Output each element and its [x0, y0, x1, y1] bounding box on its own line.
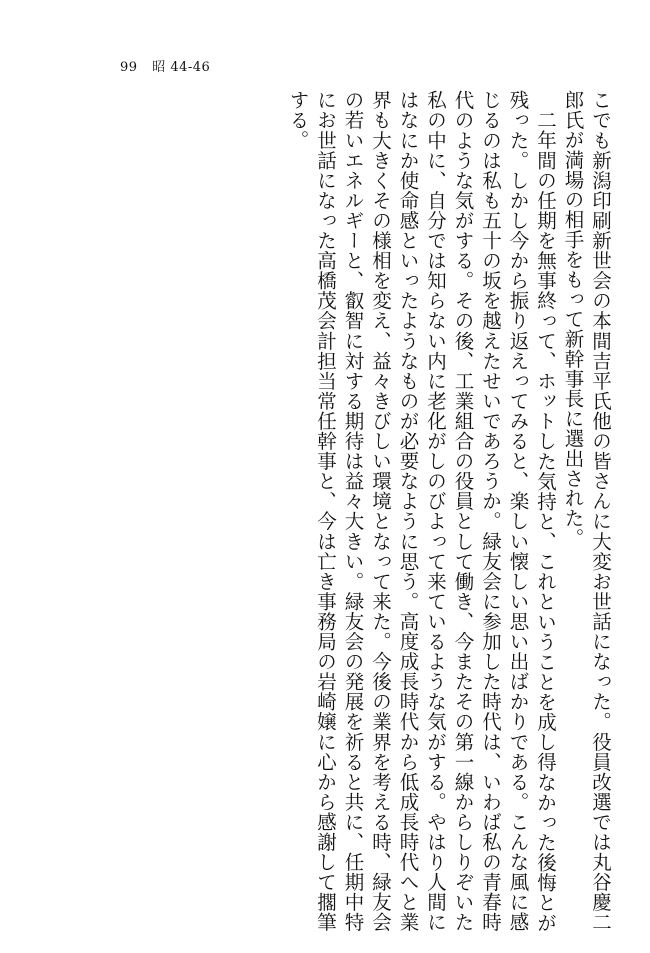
page-number: 99 [120, 60, 138, 75]
paragraph-1: こでも新潟印刷新世会の本間吉平氏他の皆さんに大変お世話になった。役員改選では丸谷慶二郎氏が満場の相手をもって新幹事長に選出された。 [561, 90, 612, 932]
era-label: 昭 44-46 [152, 60, 211, 75]
paragraph-2: 二年間の任期を無事終って、ホットした気持と、これということを成し得なかった後悔とが残った。しかし今から振り返えってみると、楽しい懐しい思い出ばかりである。こんな風に感じるのは私も五十の坂を越えたせいであろうか。緑友会に参加した時代は、いわば私の青春時代のような気がする。その後、工業組合の役員として働き、今またその第一線からしりぞいた私の中に、自分では知らない内に老化がしのびよって来ているような気がする。やはり人間にはなにか使命感といったようなものが必要なように思う。高度成長時代から低成長時代へと業界も大きくその様相を変え、益々きびしい環境となって来た。今後の業界を考える時、緑友会の若いエネルギーと、叡智に対する期待は益々大きい。緑友会の発展を祈ると共に、任期中特にお世話になった高橋茂会計担当常任幹事と、今は亡き事務局の岩崎嬢に心から感謝して擱筆する。 [286, 90, 557, 932]
page-header [120, 56, 210, 75]
vertical-text-body [286, 90, 614, 932]
